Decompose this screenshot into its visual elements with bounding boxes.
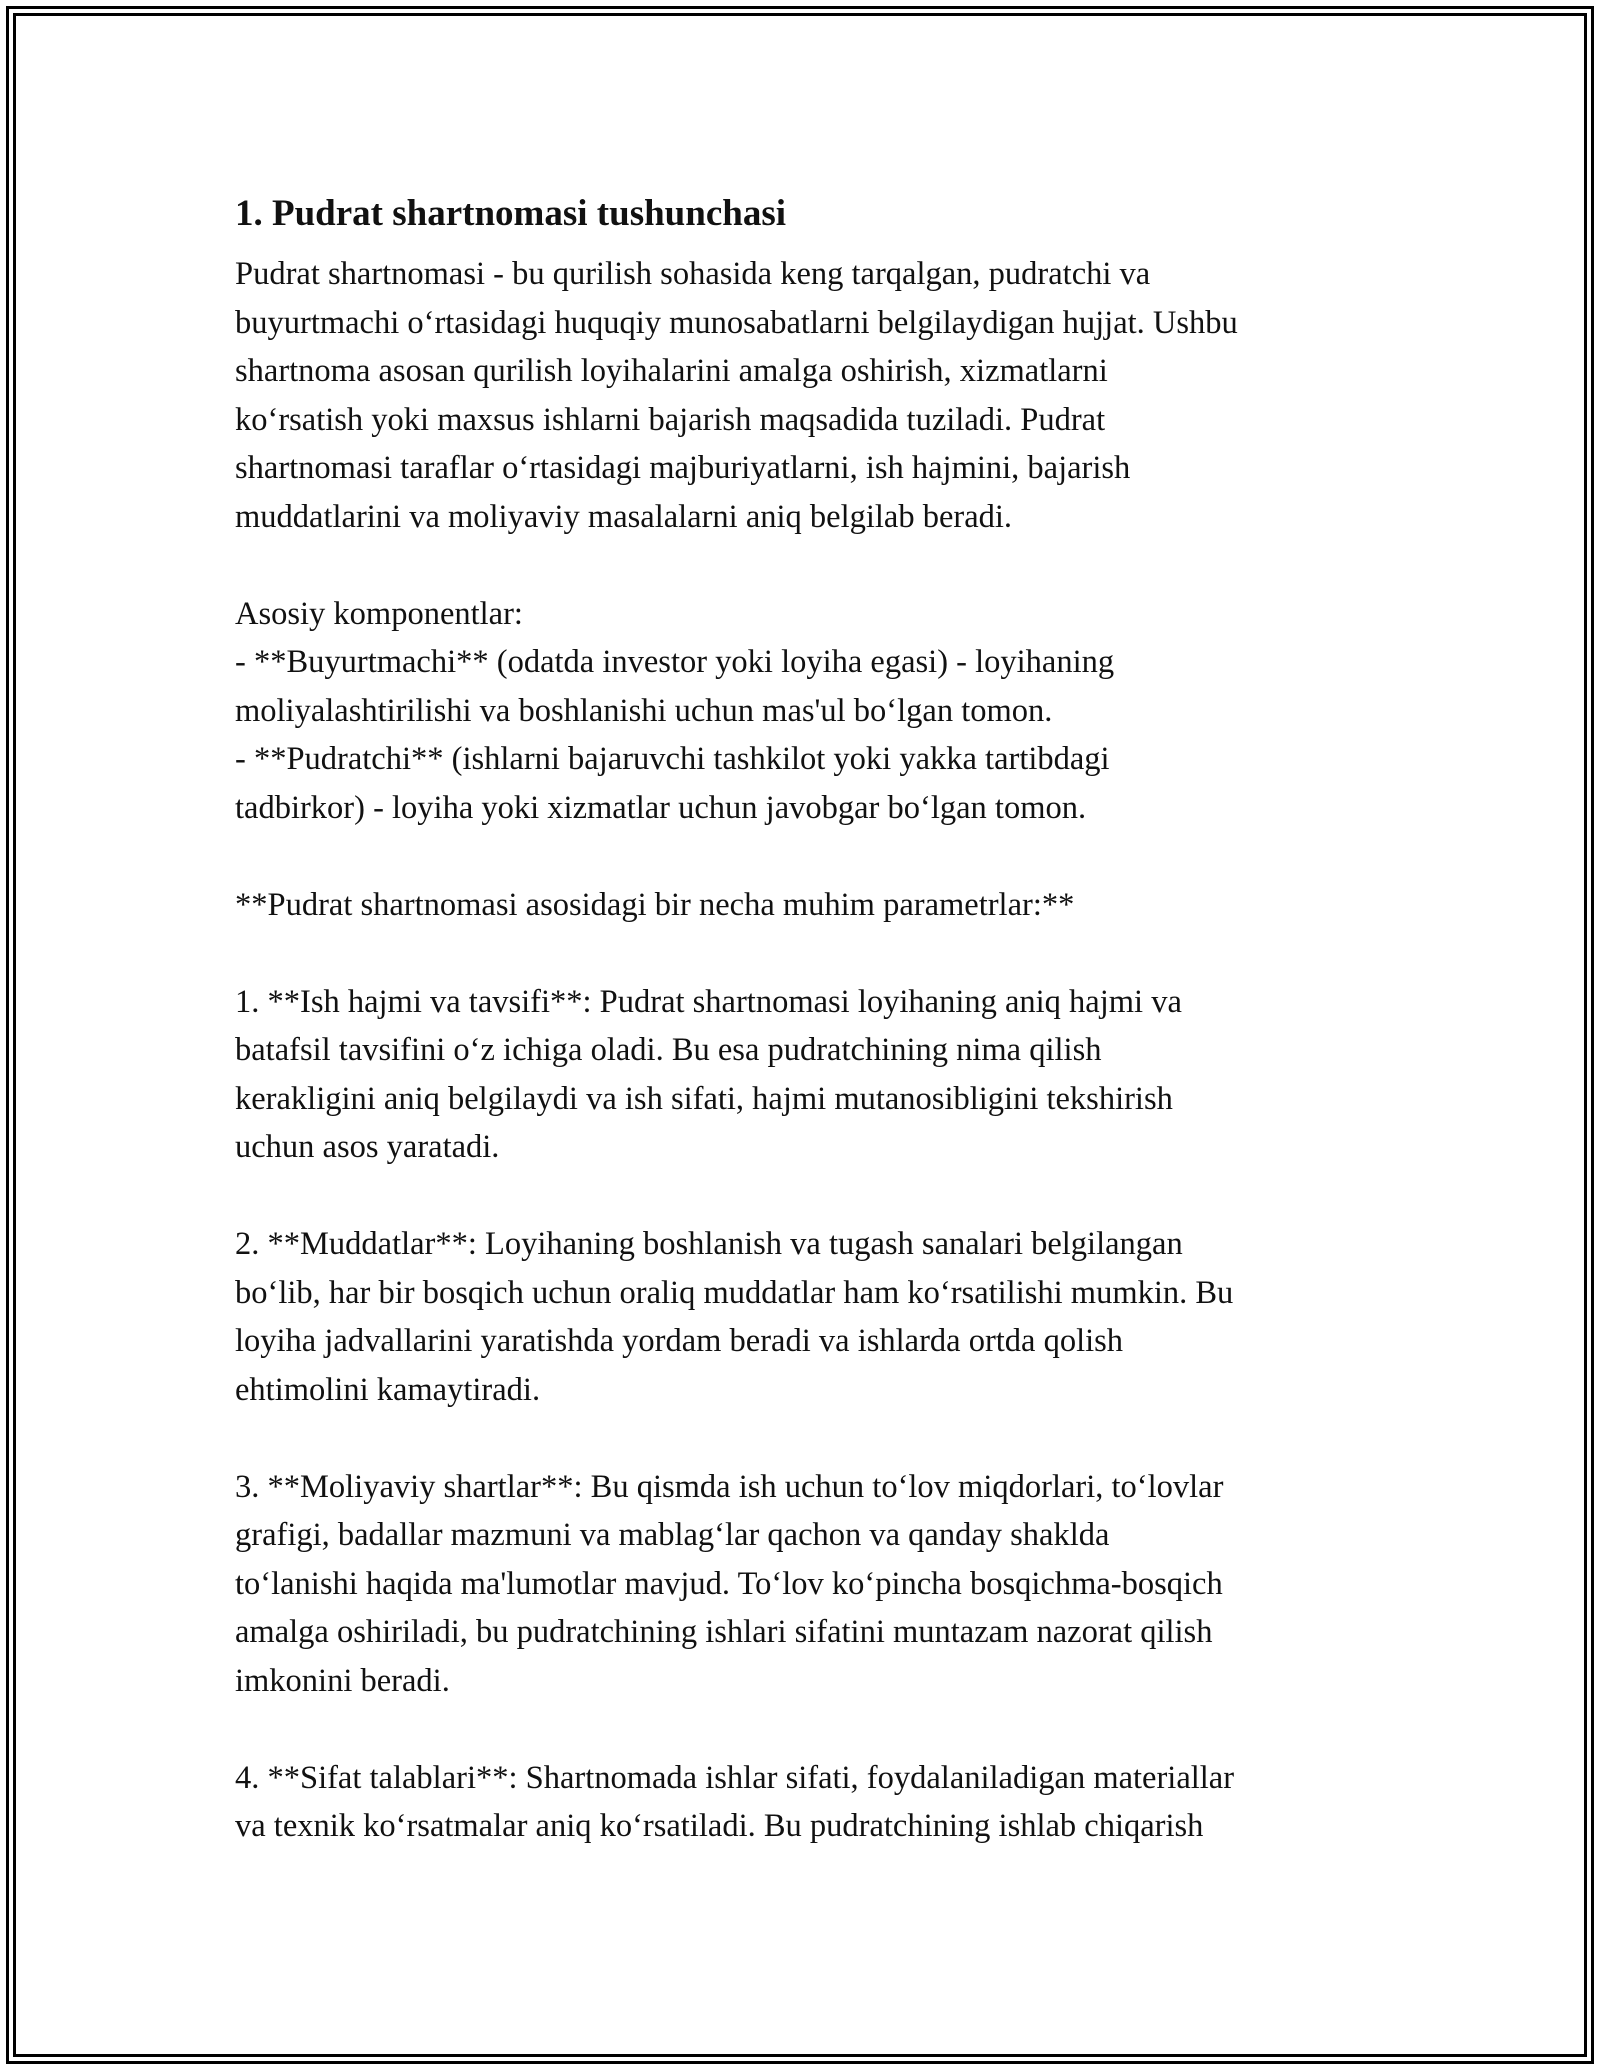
paragraph-spacer xyxy=(235,1414,1375,1463)
paragraph-spacer xyxy=(235,1172,1375,1221)
paragraph-spacer xyxy=(235,1705,1375,1754)
paragraph-spacer xyxy=(235,541,1375,590)
section-heading: 1. Pudrat shartnomasi tushunchasi xyxy=(235,193,787,234)
paragraph-spacer xyxy=(235,832,1375,881)
list-item-quality: 4. **Sifat talablari**: Shartnomada ishlar sifati, foydalaniladigan materiallar va texnik ko‘rsatmalar aniq ko‘rsatiladi. Bu pudratchining ishlab chiqarish xyxy=(235,1759,1235,1844)
parameters-heading-paragraph: **Pudrat shartnomasi asosidagi bir necha muhim parametrlar:** xyxy=(235,886,1075,923)
list-item-financial: 3. **Moliyaviy shartlar**: Bu qismda ish uchun to‘lov miqdorlari, to‘lovlar grafigi, badallar mazmuni va mablag‘lar qachon va qanday shaklda to‘lanishi haqida ma'lumotlar mavjud. To‘lov ko‘pincha bosqichma-bosqich amalga oshiriladi, bu pudratchining ishlari sifatini muntazam nazorat qilish imkonini beradi. xyxy=(235,1468,1224,1699)
list-item-deadlines: 2. **Muddatlar**: Loyihaning boshlanish va tugash sanalari belgilangan bo‘lib, har bir bosqich uchun oraliq muddatlar ham ko‘rsatilishi mumkin. Bu loyiha jadvallarini yaratishda yordam beradi va ishlarda ortda qolish ehtimolini kamaytiradi. xyxy=(235,1226,1234,1408)
document-body xyxy=(235,180,1375,1851)
list-item-scope: 1. **Ish hajmi va tavsifi**: Pudrat shartnomasi loyihaning aniq hajmi va batafsil tavsifini o‘z ichiga oladi. Bu esa pudratchining nima qilish kerakligini aniq belgilaydi va ish sifati, hajmi mutanosibligini tekshirish uchun asos yaratadi. xyxy=(235,983,1182,1165)
intro-paragraph: Pudrat shartnomasi - bu qurilish sohasida keng tarqalgan, pudratchi va buyurtmachi o‘rtasidagi huquqiy munosabatlarni belgilaydigan hujjat. Ushbu shartnoma asosan qurilish loyihalarini amalga oshirish, xizmatlarni ko‘rsatish yoki maxsus ishlarni bajarish maqsadida tuziladi. Pudrat shartnomasi taraflar o‘rtasidagi majburiyatlarni, ish hajmini, bajarish muddatlarini va moliyaviy masalalarni aniq belgilab beradi. xyxy=(235,256,1238,535)
paragraph-spacer xyxy=(235,929,1375,978)
components-paragraph: Asosiy komponentlar: - **Buyurtmachi** (odatda investor yoki loyiha egasi) - loyihaning moliyalashtirilishi va boshlanishi uchun mas'ul bo‘lgan tomon. - **Pudratchi** (ishlarni bajaruvchi tashkilot yoki yakka tartibdagi tadbirkor) - loyiha yoki xizmatlar uchun javobgar bo‘lgan tomon. xyxy=(235,595,1115,826)
